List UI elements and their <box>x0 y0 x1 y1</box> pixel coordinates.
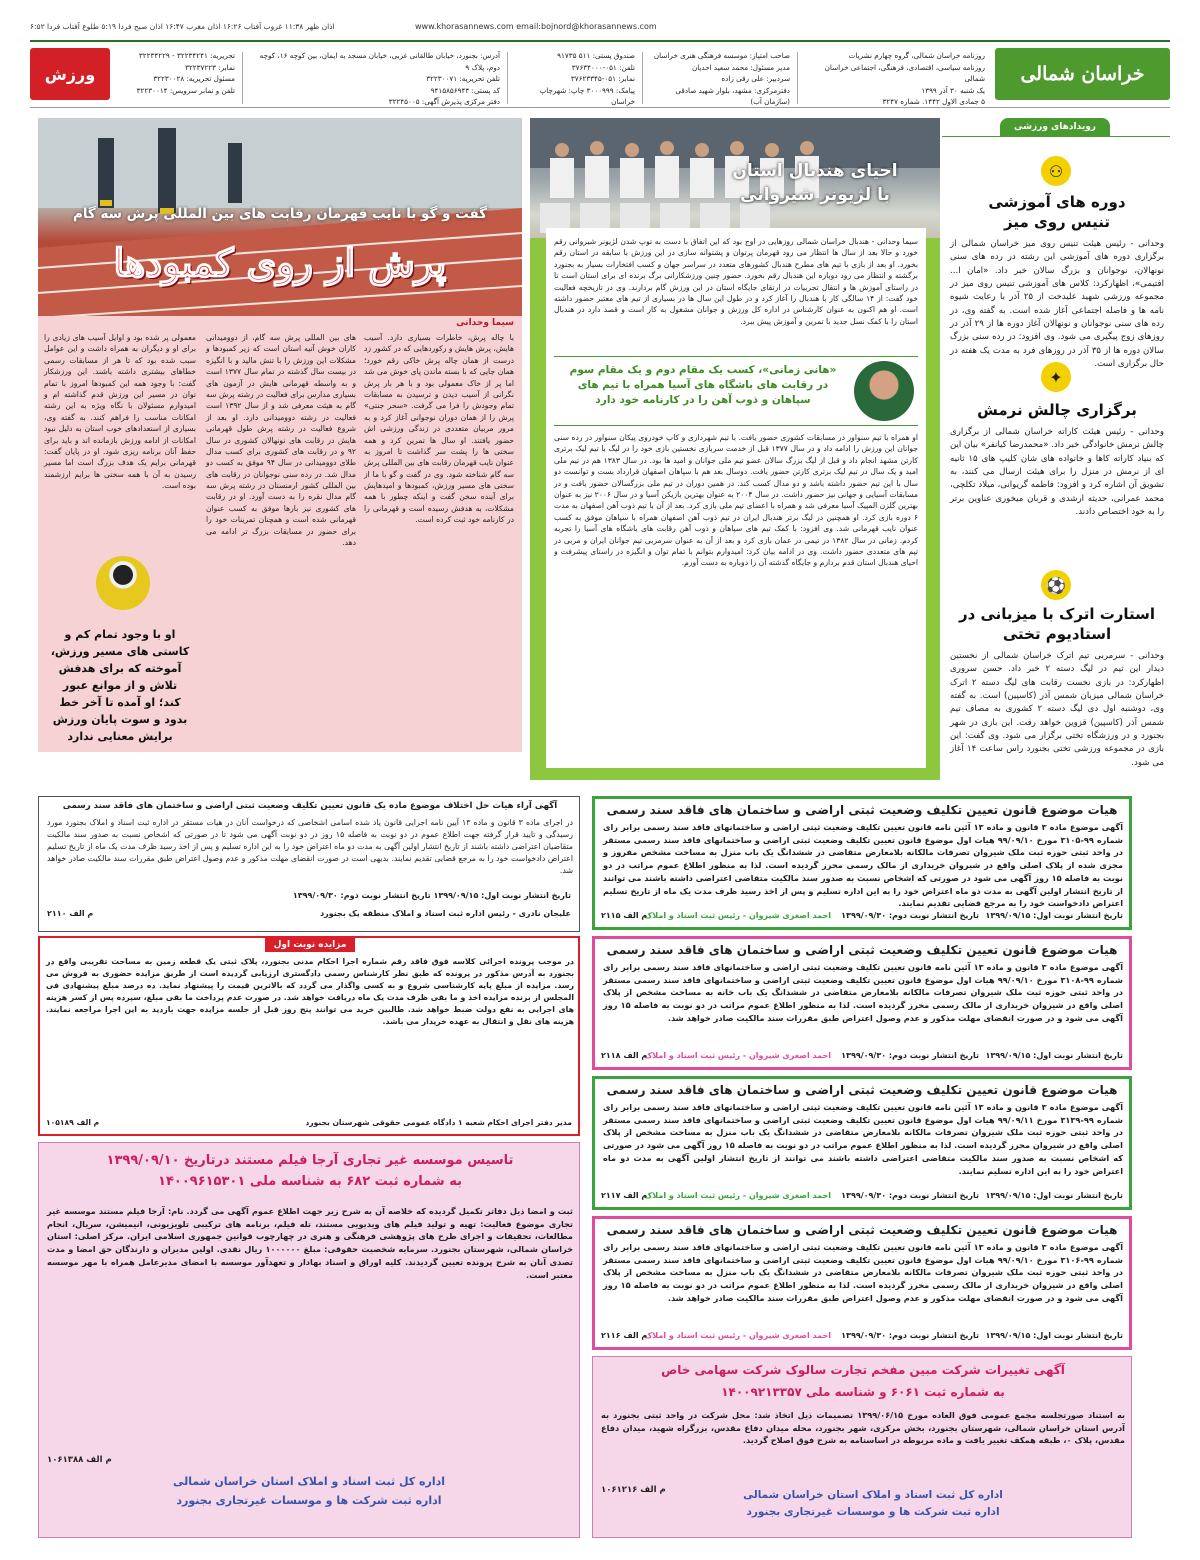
ad-code: م الف ۱۰۶۱۳۸۸ <box>47 1455 112 1465</box>
ad-subtitle: به شماره ثبت ۶۰۶۱ و شناسه ملی ۱۴۰۰۹۲۱۳۳۵۷ <box>721 1385 1005 1399</box>
jump-headline: پرش از روی کمبودها <box>113 240 447 285</box>
website-email: www.khorasannews.com email:bojnord@khorasannews.com <box>415 22 657 31</box>
publisher-info: صاحب امتیاز: موسسه فرهنگی هنری خراسان مدیر مسئول: محمد سعید احدیان سردبیر: علی رقی زاده دفترمرکزی: مشهد، بلوار شهید صادقی (سازمان آب) <box>653 51 790 107</box>
jump-col-2: های بین المللی پرش سه گام، از دوومیدانی کاران خوش آتیه استان است که زیر کمبودها و مشکلات این ورزش را با تنش مالید و با انگیزه در بیست سال گذشته در تمام سال ۱۳۷۷ است و به واسطه قهرمانی هایش در آزمون های بسیاری مدارس برای فعالیت در رشته پرش سه گام به هیئت معرفی شد و از سال ۱۳۹۲ است فعالیت در رشته دوومیدانی دارد. او بعد از شروع فعالیت در رشته پرش طول قهرمانی هایش در رقابت های نونهالان کشوری در سال ۹۲ و در رقابت های کشوری برای کسب مدال طلای دوومیدانی در سال ۹۴ موفق به کسب دو مدال شد. در رده سنی نوجوانان در رقابت های بین المللی کشور ارمنستان در رشته پرش سه گام مدال نقره را به دست آورد. او در رقابت های کشوری نیز بارها موفق به کسب عنوان قهرمانی شده است و همچنان تمرینات خود را برای حضور در مسابقات بزرگ تر ادامه می دهد. <box>206 333 356 548</box>
masthead <box>30 40 1170 108</box>
ad-auction <box>38 936 580 1136</box>
ad-code: م الف ۲۱۱۵ <box>601 911 648 920</box>
phone-info: تحریریه: ۳۲۲۳۴۲۴۱ - ۳۲۲۳۴۲۲۹ نمابر: ۳۲۲۳۷۲۲۳ مسئول تحریریه: ۳۲۲۳۰۰۲۸ تلفن و نمابر سرویس: ۳۲۲۳۰۰۱۴ <box>136 51 235 95</box>
ad-signature: احمد اصغری شیروان - رئیس ثبت اسناد و املاک <box>644 911 831 920</box>
divider <box>642 52 643 104</box>
ad-title: آگهی آراء هیات حل اختلاف موضوع ماده یک قانون تعیین تکلیف وضعیت ثبتی اراضی و ساختمان های فاقد سند رسمی <box>62 801 558 811</box>
player-portrait <box>854 361 914 421</box>
ad-title: آگهی تغییرات شرکت مبین مفخم تجارت سالوک شرکت سهامی خاص <box>661 1363 1065 1377</box>
ad-text: در موجب پرونده اجرائی کلاسه فوق فاقد رقم شماره اجرا احکام مدنی بجنورد، پلاک ثبتی یک قطعه زمین به مساحت تقریبی واقع در بجنورد به آدرس مذکور در پرونده که طبق نظر کارشناس رسمی دادگستری ارزیابی گردیده است از طریق مزایده حضوری به فروش می رسد. مزایده از مبلغ پایه کارشناسی شروع و به کسی واگذار می گردد که بالاترین قیمت را پیشنهاد نماید. ده درصد مبلغ پیشنهادی فی المجلس از برنده مزایده اخذ و ما بقی ظرف مدت یک ماه دریافت خواهد شد. در صورت عدم پرداخت ما بقی مبلغ، سپرده پس از کسر هزینه های اجرایی به نفع دولت ضبط خواهد شد. طالبین خرید می توانند پنج روز قبل از جلسه مزایده جهت بازدید به این اجرا مراجعه نمایند. هزینه های نقل و انتقال به عهده خریدار می باشد. <box>46 957 574 1027</box>
ad-text: آگهی موضوع ماده ۳ قانون و ماده ۱۳ آئین نامه قانون تعیین تکلیف وضعیت ثبتی اراضی و ساختمانهای فاقد سند رسمی برابر رای شماره ۹۹-۳۱۰۸ مورخ ۹۹/۰۹/۱۰ هیات اول موضوع قانون تعیین تکلیف وضعیت ثبتی اراضی و ساختمانهای فاقد سند رسمی مستقر در واحد ثبتی حوزه ثبت ملک شیروان تصرفات مالکانه بلامعارض متقاضی در ششدانگ یک باب خانه به مساحت مشخص از پلاک اصلی واقع در شیروان خریداری از مالک رسمی محرز گردیده است. لذا به منظور اطلاع عموم مراتب در دو نوبت به فاصله ۱۵ روز آگهی می شود و در صورت انقضای مهلت مذکور و عدم وصول اعتراض طبق مقررات سند مالکیت صادر خواهد شد. <box>603 962 1124 1023</box>
handball-article <box>546 228 926 768</box>
ad-title: هیات موضوع قانون تعیین تکلیف وضعیت ثبتی اراضی و ساختمان های فاقد سند رسمی <box>606 1223 1118 1237</box>
address-info: آدرس: بجنورد، خیابان طالقانی غربی، خیابان مسجد به ایمان، بین کوچه ۱۶، کوچه دوم، پلاک ۹ تلفن تحریریه: ۳۲۲۳۰۰۷۱ کد پستی: ۹۴۱۵۸۵۶۹۴۴ دفتر مرکزی پذیرش آگهی: ۳۲۲۴۵۰۰۵ <box>259 51 500 107</box>
ad-registry-4 <box>592 1216 1132 1350</box>
handball-lead: سیما وحدانی - هندبال خراسان شمالی روزهایی در اوج بود که این اتفاق با دست به توپ شدن لژیونر شیروانی رقم خورد و حالا بعد از سال ها انتظار می رود قهرمان پرتوان و پشتوانه سازی در این ورزش با سابقه در استان رقم بخورد. او بعد از بازی با تیم های مطرح هندبال کشورهای متعدد در سراسر جهان و کسب افتخارات بسیار به بجنورد برگشته و انتظار می رود دوباره این هندبال رقم بخورد. حضور چنین ورزشکارانی برگ برنده ای برای استان است تا در راستای آموزش ها و انتقال تجربیات در ارتقای جایگاه استان در این ورزش گام بردارند. وی در تاریخچه فعالیت خود گفت: از ۱۴ سالگی کار با هندبال را آغاز کرد و در طول این سال ها در بسیاری از تیم های معتبر حضور داشته است. او هم اکنون به عنوان کارشناس در اداره کل ورزش و جوانان مشغول به کار است و قصد دارد در هندبال استان را با کمک نسل جدید با تمرین و آموزش پیش ببرد. <box>554 237 918 326</box>
handball-quote: «هانی زمانی»، کسب یک مقام دوم و یک مقام سوم در رقابت های باشگاه های آسیا همراه با تیم های سپاهان و ذوب آهن را در کارنامه خود دارد <box>569 364 837 407</box>
ad-date-1: تاریخ انتشار نوبت اول: ۱۳۹۹/۰۹/۱۵ <box>985 1331 1123 1340</box>
divider <box>242 52 243 104</box>
ad-code: م الف ۲۱۱۷ <box>601 1191 648 1200</box>
ad-date-1: تاریخ انتشار نوبت اول: ۱۳۹۹/۰۹/۱۵ <box>985 1191 1123 1200</box>
jump-article <box>38 316 522 752</box>
ad-date-2: تاریخ انتشار نوبت دوم: ۱۳۹۹/۰۹/۳۰ <box>841 1331 979 1340</box>
jump-quote: او با وجود تمام کم و کاستی های مسیر ورزش، آموخته که برای هدفش تلاش و از موانع عبور کند؛ او آمده تا آخر خط بدود و سوت پایان ورزش برایش معنایی ندارد <box>50 628 190 744</box>
jump-col-1: با چاله پرش، خاطرات بسیاری دارد. آسیب هایش، پرش هایش و رکوردهایی که در کشور زد درست از همان چاله پرش خاکی رقم خورد؛ همان جایی که با بسته ماندن پای خوش می شد اما پر از خاک معمولی بود و با هر بار پرش نگرانی از آسیب دیدن و ترسیدن به مسابقات تمام وجودش را فرا می گرفت. «سحر جنتی» پرش را از همان دوران نوجوانی آغاز کرد و به مرور مربیان متعددی در زندگی ورزشی اش حضور یافتند. او سال ها تمرین کرد و همه سختی ها را پشت سر گذاشت تا امروز به عنوان نایب قهرمان رقابت های بین المللی پرش سه گام شناخته شود. وی در گفت و گو با ما از سختی های مسیر ورزش، کمبودها و امیدهایش برای آینده سخن گفت و اینکه چطور با همه مشکلات، به هدفش رسیده است و قهرمانی را در کارنامه خود ثبت کرده است. <box>363 333 514 525</box>
sidebar-item <box>942 566 1170 786</box>
ad-date-2: تاریخ انتشار نوبت دوم: ۱۳۹۹/۰۹/۳۰ <box>841 1191 979 1200</box>
sports-events-sidebar <box>942 118 1170 790</box>
ad-text: آگهی موضوع ماده ۳ قانون و ماده ۱۳ آئین نامه قانون تعیین تکلیف وضعیت ثبتی اراضی و ساختمانهای فاقد سند رسمی برابر رای شماره ۹۹-۳۱۰۶ مورخ ۹۹/۰۹/۱۰ هیات اول موضوع قانون تعیین تکلیف وضعیت ثبتی اراضی و ساختمانهای فاقد سند رسمی مستقر در واحد ثبتی حوزه ثبت ملک شیروان تصرفات مالکانه بلامعارض متقاضی در ششدانگ یک باب منزل به مساحت مشخص از پلاک اصلی واقع در شیروان خریداری از مالک رسمی محرز گردیده است. لذا به منظور اطلاع عموم مراتب در دو نوبت به فاصله ۱۵ روز آگهی می شود و در صورت انقضای مهلت مذکور و عدم وصول اعتراض طبق مقررات سند مالکیت صادر خواهد شد. <box>603 1242 1124 1303</box>
contact-info: صندوق پستی: ۵۱۱ ۹۱۷۳۵ تلفن: ۰۵۱-۳۷۶۳۴۰۰۰ نمابر: ۰۵۱-۳۷۶۲۳۳۴۵ پیامک: ۳۰۰۰۹۹۹ چاپ: شهرچاپ خراسان <box>539 51 635 107</box>
ad-date-2: تاریخ انتشار نوبت دوم: ۱۳۹۹/۰۹/۳۰ <box>841 911 979 920</box>
handball-headline: احیای هندبال استان با لژیونر شیروانی <box>732 161 898 205</box>
ad-org: اداره کل ثبت اسناد و املاک استان خراسان شمالی اداره ثبت شرکت ها و موسسات غیرتجاری بجنورد <box>172 1475 446 1507</box>
ad-registry-1 <box>592 796 1132 930</box>
ad-text: ثبت و امضا ذیل دفاتر تکمیل گردیده که خلاصه آن به شرح زیر جهت اطلاع عموم آگهی می گردد. نام: آرجا فیلم مستند موسسه غیر تجاری موضوع فعالیت: تهیه و تولید فیلم های ویدیویی مستند، تله فیلم، برنامه های ترکیبی تلویزیونی، انیمیشن، سریال، انجام مطالعات، تحقیقات و اجرای طرح های پژوهشی فرهنگی و هنری در چهارچوب قوانین جمهوری اسلامی ایران. مرکز اصلی: استان خراسان شمالی، شهرستان بجنورد. سرمایه شخصیت حقوقی: مبلغ ۱۰۰۰۰۰۰ ریال نقدی. اولین مدیران و دارندگان حق امضا و مدت تصدی آنان به شرح پرونده تعیین گردیدند. کلیه اوراق و اسناد بهادار و تعهدآور موسسه با امضای مدیرعامل همراه با مهر موسسه معتبر است. <box>47 1206 573 1280</box>
ad-text: در اجرای ماده ۳ قانون و ماده ۱۳ آیین نامه اجرایی قانون یاد شده اسامی اشخاصی که درخواست آنان در هیات مستقر در اداره ثبت اسناد و املاک بجنورد مورد رسیدگی و تایید قرار گرفته جهت اطلاع عموم در دو نوبت به فاصله ۱۵ روز در دو نوبت آگهی می شود تا در صورتی که اشخاص نسبت به صدور سند مالکیت متقاضیان اعتراضی داشته باشند از تاریخ انتشار اولین آگهی به مدت دو ماه اعتراض خود را به این اداره تسلیم و پس از اخذ رسید ظرف مدت یک ماه از تاریخ تسلیم اعتراض دادخواست خود را به مرجع قضایی تقدیم نمایند. بدیهی است در صورت انقضای مهلت مذکور و عدم وصول اعتراض طبق مقررات سند مالکیت صادر خواهد شد. <box>47 818 574 876</box>
ad-signature: مدیر دفتر اجرای احکام شعبه ۱ دادگاه عمومی حقوقی شهرستان بجنورد <box>305 1118 572 1127</box>
ad-code: م الف ۲۱۱۸ <box>601 1051 648 1060</box>
ad-signature: احمد اصغری شیروان - رئیس ثبت اسناد و املاک <box>644 1191 831 1200</box>
ad-org: اداره کل ثبت اسناد و املاک استان خراسان شمالی اداره ثبت شرکت ها و موسسات غیرتجاری بجنورد <box>743 1489 1003 1519</box>
ad-date-1: تاریخ انتشار نوبت اول: ۱۳۹۹/۰۹/۱۵ <box>985 1051 1123 1060</box>
sidebar-item-title: برگزاری چالش نرمش <box>977 401 1137 419</box>
ad-registry-2 <box>592 936 1132 1070</box>
ad-text: آگهی موضوع ماده ۳ قانون و ماده ۱۳ آئین نامه قانون تعیین تکلیف وضعیت ثبتی اراضی و ساختمانهای فاقد سند رسمی برابر رای شماره ۹۹-۳۱۳۹ مورخ ۹۹/۰۹/۱۱ هیات اول موضوع قانون تعیین تکلیف وضعیت ثبتی اراضی و ساختمانهای فاقد سند رسمی مستقر در واحد ثبتی حوزه ثبت ملک شیروان تصرفات مالکانه بلامعارض متقاضی در ششدانگ یک باب منزل به مساحت مشخص از پلاک اصلی واقع در شیروان محرز گردیده است. لذا به منظور اطلاع عموم مراتب در دو نوبت به فاصله ۱۵ روز آگهی می شود در صورتی که اشخاص نسبت به صدور سند مالکیت متقاضی اعتراضی داشته باشند می توانند از تاریخ انتشار اولین آگهی به مدت دو ماه اعتراض خود را به این اداره تسلیم نمایند. <box>603 1102 1124 1176</box>
ad-title: تاسیس موسسه غیر تجاری آرجا فیلم مستند درتاریخ ۱۳۹۹/۰۹/۱۰ به شماره ثبت ۶۸۲ به شناسه ملی ۱۴۰۰۹۶۱۵۳۰۱ <box>106 1153 514 1189</box>
ad-title: هیات موضوع قانون تعیین تکلیف وضعیت ثبتی اراضی و ساختمان های فاقد سند رسمی <box>606 943 1118 957</box>
ad-signature: علیجان نادری - رئیس اداره ثبت اسناد و املاک منطقه یک بجنورد <box>320 909 571 918</box>
sidebar-item-text: وحدانی - رئیس هیئت کاراته خراسان شمالی از برگزاری چالش نرمش خانوادگی خبر داد. «محمدرضا کیانفر» بیان این که بنیاد کاراته کاها و خانواده های شان کلیپ های ۱۵ ثانیه ای از نرمش در منزل را برای هیئت ارسال می کنند، به تشویق آن اشاره کرد و افزود: فاطمه گریوانی، میلاد تکلچی، محمد عمرانی، حدیثه ارشدی و قربان میخوری عناوین برتر را به خود اختصاص دادند. <box>950 427 1164 517</box>
ad-company-changes <box>592 1356 1132 1538</box>
ad-date-1: تاریخ انتشار نوبت اول: ۱۳۹۹/۰۹/۱۵ <box>985 911 1123 920</box>
ad-registry-3 <box>592 1076 1132 1210</box>
sidebar-item-title: دوره های آموزشی تنیس روی میز <box>988 193 1126 232</box>
ad-code: م الف ۲۱۱۶ <box>601 1331 648 1340</box>
sidebar-item-text: وحدانی - سرمربی تیم اترک خراسان شمالی از نخستین دیدار این تیم در لیگ دسته ۲ خبر داد. حسن سروری اظهارکرد: در بازی نخست رقابت های لیگ دسته ۲ اترک خراسان شمالی میزبان شمس آذر (کاسپین) است. به گفته وی، دوشنبه اول دی لیگ دسته ۲ کشوری به مصاف تیم شمس آذر (کاسپین) قزوین خواهد رفت. این بازی در شهر بجنورد و در ورزشگاه تختی برگزار می شود. وی گفت: این بازی در مجموعه ورزشی تختی بجنورد راس ساعت ۱۴ آغاز می شود. <box>950 651 1164 768</box>
ad-text: آگهی موضوع ماده ۳ قانون و ماده ۱۳ آئین نامه قانون تعیین تکلیف وضعیت ثبتی اراضی و ساختمانهای فاقد سند رسمی برابر رای شماره ۹۹-۳۱۰۵ مورخ ۹۹/۰۹/۱۰ هیات اول موضوع قانون تعیین تکلیف وضعیت ثبتی اراضی و ساختمانهای فاقد سند رسمی مستقر در واحد ثبتی حوزه ثبت ملک شیروان تصرفات مالکانه بلامعارض متقاضی در ششدانگ یک باب منزل به مساحت مشخص مفروز و مجزی شده از پلاک اصلی واقع در شیروان خریداری از مالک رسمی محرز گردیده است. لذا به منظور اطلاع عموم مراتب در دو نوبت به فاصله ۱۵ روز آگهی می شود در صورتی که اشخاص نسبت به صدور سند مالکیت متقاضی اعتراضی داشته باشند می توانند از تاریخ انتشار اولین آگهی به مدت دو ماه اعتراض خود را به این اداره تسلیم و پس از اخذ رسید ظرف مدت یک ماه از تاریخ تسلیم اعتراض دادخواست خود را به مرجع قضایی تقدیم نمایند. <box>603 822 1124 909</box>
jump-kicker: گفت و گو با نایب قهرمان رقابت های بین المللی پرش سه گام <box>72 206 488 222</box>
ad-code: م الف ۲۱۱۰ <box>47 909 94 918</box>
ad-signature: احمد اصغری شیروان - رئیس ثبت اسناد و املاک <box>644 1331 831 1340</box>
divider <box>942 136 1170 137</box>
ad-signature: احمد اصغری شیروان - رئیس ثبت اسناد و املاک <box>644 1051 831 1060</box>
ad-code: م الف ۱۰۶۱۲۱۶ <box>601 1485 666 1495</box>
ad-code: م الف ۱۰۵۱۸۹ <box>46 1118 100 1127</box>
masthead-info: روزنامه خراسان شمالی، گروه چهارم نشریات روزنامه سیاسی، اقتصادی، فرهنگی، اجتماعی خراسان شمالی یک شنبه ۳۰ آذر ۱۳۹۹ ۵ جمادی الاول ۱۴۴۲. شماره ۳۲۴۷ <box>824 51 985 107</box>
ad-title: مزایده نوبت اول <box>265 938 355 952</box>
table-tennis-icon: ⚇ <box>1041 156 1071 186</box>
newspaper-logo: خراسان شمالی <box>995 48 1170 100</box>
sidebar-item-text: وحدانی - رئیس هیئت تنیس روی میز خراسان شمالی از برگزاری دوره های آموزشی این رشته در رده های سنی نونهالان، نوجوانان و بزرگ سالان خبر داد. «امان ا... افتیمی»، اظهارکرد: کلاس های آموزشی تنیس روی میز در مجموعه ورزشی شهید علیدخت از ۲۵ آذر با رعایت شیوه نامه ها و فاصله اجتماعی آغاز شده است. به گفته وی، در رده های سنی نوجوانان و نونهالان آغاز دوره ها از ۲۹ آذر در روزهای زوج پیگیری می شود. وی افزود: در رده سنی بزرگ سالان دوره ها از ۳۵ آذر در روزهای فرد به مدت یک هفته در حال برگزاری است. <box>950 239 1165 369</box>
jump-headline-block <box>38 206 522 316</box>
ad-title: هیات موضوع قانون تعیین تکلیف وضعیت ثبتی اراضی و ساختمان های فاقد سند رسمی <box>606 803 1118 817</box>
prayer-times: اذان ظهر ۱۱:۳۸ غروب آفتاب ۱۶:۲۶ اذان مغرب ۱۶:۴۷ اذان صبح فردا ۵:۱۹ طلوع آفتاب فردا ۶:۵۲ <box>30 22 335 31</box>
ad-title: هیات موضوع قانون تعیین تکلیف وضعیت ثبتی اراضی و ساختمان های فاقد سند رسمی <box>606 1083 1118 1097</box>
karate-icon: ✦ <box>1041 362 1071 392</box>
handball-body: او همراه با تیم سنواور در مسابقات کشوری حضور یافت. با تیم شهرداری و کاپ خودروی پیکان سنواور در رده سنی جوانان این ورزش را ادامه داد و در سال ۱۳۷۷ قبل از خدمت سربازی نخستین بازی خود را در لیگ با تیم لیک برتری کارتن مشهد انجام داد و قبل از لیگ بزرگ سالان عضو تیم ملی جوانان و امید ها بود. در سال ۱۳۸۳ هم در تیم ملی امید و یک سال در تیم لیک برتری کارتن حضور یافت. دوسال بعد هم با سپاهان اصفهان قرارداد بست و توانست دو سال با این تیم حضور داشته باشد و دو مدال کسب کند. در همین دوران در تیم ملی بزرگسالان حضور یافت و در مسابقات آسیایی و جهانی نیز حضور داشت. در سال ۲۰۰۴ به عنوان بهترین بازیکن آسیا و در سال ۲۰۰۶ نیز به عنوان بهترین گلزن المپیک آسیا معرفی شد و همراه با اعضای تیم ملی بازی کرد. بعد از آن با تیم ذوب آهن اصفهان به مدت ۶ دوره بازی کرد. او همچنین در لیگ برتر هندبال ایران در تیم ذوب آهن اصفهان همراه با سپاهان موفق به کسب عنوان نایب قهرمانی شد. وی افزود: با کمک تیم های سپاهان و ذوب آهن رقابت های باشگاه های آسیا را تجربه کردم. زمانی در سال ۱۳۸۲ در تیمی در عمان بازی کرد و بعد از آن به عنوان سرمربی تیم جوانان ایران و مربی در تیم های متعددی حضور داشت. وی در ادامه بیان کرد: امیدوارم بتوانم با تمام توان و انگیزه در راستای پیشرفت و احیای هندبال استان قدم بردارم و جایگاه گذشته آن را دوباره به دست آورم. <box>554 433 919 568</box>
football-icon: ⚽ <box>1041 570 1071 600</box>
athlete-portrait <box>96 556 150 610</box>
jump-col-3: معمولی پر شده بود و اوایل آسیب های زیادی را برای او و دیگران به همراه داشت و این عوامل سبب شده بود که تا هر از مسابقات رسمی خطاهای بیشتری داشته باشند. این ورزشکار گفت: با وجود همه این کمبودها امروز با تمام توان در مسیر این ورزش قدم گذاشته ام و امیدوارم مسئولان با نگاه ویژه به این رشته امکانات مناسب را فراهم کنند. به گفته وی، بسیاری از استعدادهای خوب استان به دلیل نبود امکانات از ادامه ورزش بازمانده اند و باید برای حفظ آنان برنامه ریزی شود. او در پایان گفت: قهرمانی برایم یک هدف بزرگ است اما مسیر رسیدن به آن با همه سختی ها برایم ارزشمند بوده است. <box>44 333 196 491</box>
pull-quote-box <box>554 356 918 426</box>
sidebar-item <box>942 358 1170 578</box>
ad-text: به استناد صورتجلسه مجمع عمومی فوق العاده مورخ ۱۳۹۹/۰۶/۱۵ تصمیمات ذیل اتخاذ شد: محل شرکت در واحد ثبتی بجنورد به آدرس استان خراسان شمالی، شهرستان بجنورد، بخش مرکزی، شهر بجنورد، محله میدان دفاع مقدس، بزرگراه شهید، میدان دفاع مقدس، پلاک ۰، طبقه همکف تغییر یافت و ماده مربوطه در اساسنامه به شرح فوق اصلاح گردید. <box>601 1410 1125 1446</box>
byline: سیما وحدانی <box>456 318 514 328</box>
sidebar-item-title: استارت اترک با میزبانی در استادیوم تختی <box>958 605 1156 644</box>
divider <box>797 52 798 104</box>
ad-institute-founding <box>38 1142 580 1538</box>
top-info-line <box>30 20 1170 36</box>
sidebar-item <box>942 146 1170 369</box>
ad-dates: تاریخ انتشار نوبت اول: ۱۳۹۹/۰۹/۱۵ تاریخ انتشار نوبت دوم: ۱۳۹۹/۰۹/۳۰ <box>292 891 571 900</box>
ad-registry-votes <box>38 796 580 932</box>
section-label: ورزش <box>30 48 110 100</box>
sidebar-tab: رویدادهای ورزشی <box>1000 118 1110 136</box>
divider <box>507 52 508 104</box>
ad-date-2: تاریخ انتشار نوبت دوم: ۱۳۹۹/۰۹/۳۰ <box>841 1051 979 1060</box>
